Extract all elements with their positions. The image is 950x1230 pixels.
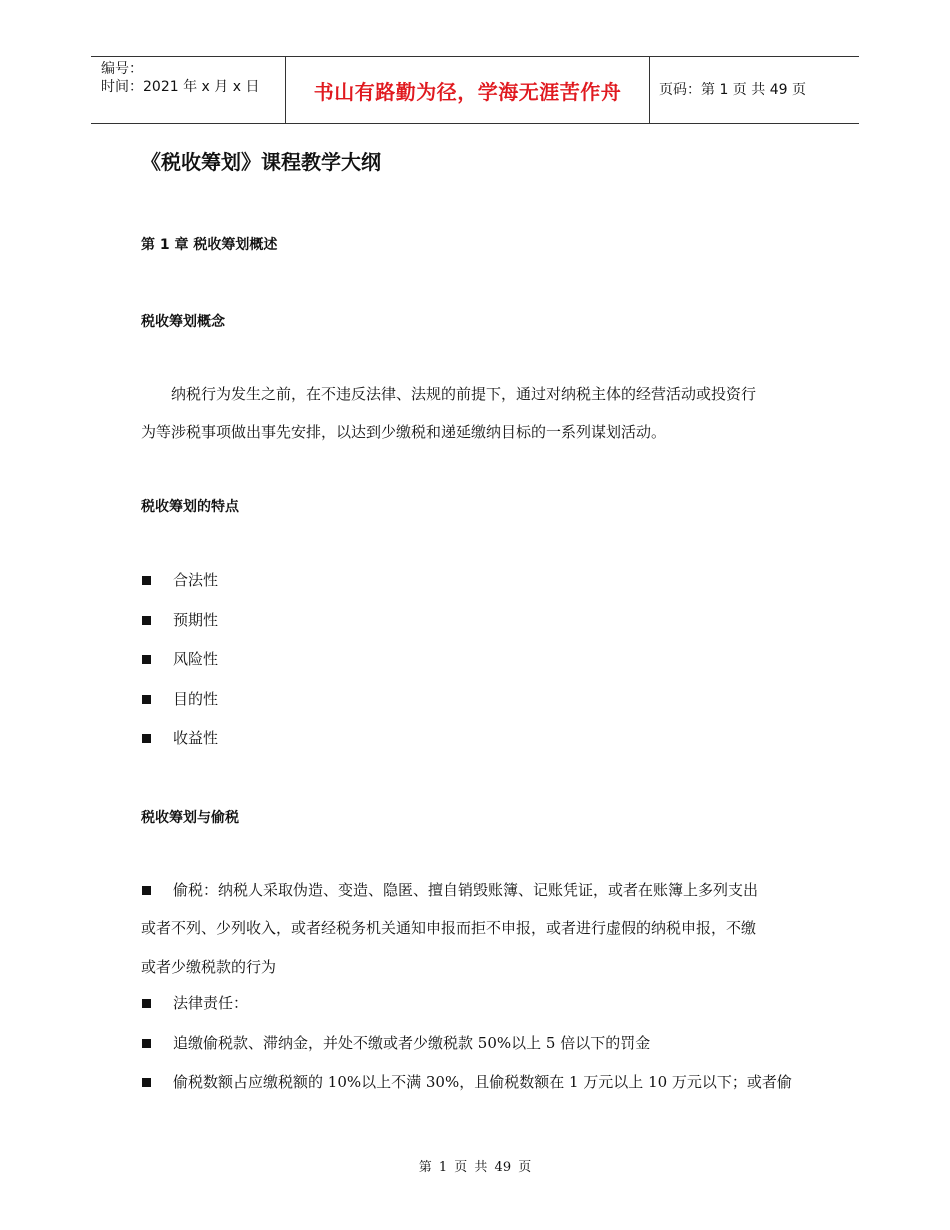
square-bullet-icon (142, 576, 151, 585)
square-bullet-icon (142, 999, 151, 1008)
page-footer: 第 1 页 共 49 页 (418, 1160, 532, 1175)
square-bullet-icon (142, 1078, 151, 1087)
motto-text: 书山有路勤为径，学海无涯苦作舟 (313, 79, 622, 104)
threshold-text: 偷税数额占应缴税额的 10%以上不满 30%，且偷税数额在 1 万元以上 10 万元以下；或者偷 (173, 1073, 792, 1091)
threshold-list-item (141, 1072, 792, 1092)
concept-line-2: 为等涉税事项做出事先安排，以达到少缴税和递延缴纳目标的一系列谋划活动。 (141, 423, 667, 441)
section-heading-features: 税收筹划的特点 (141, 499, 239, 515)
evasion-definition-line-1: 偷税：纳税人采取伪造、变造、隐匿、擅自销毁账簿、记账凭证，或者在账簿上多列支出 (173, 881, 759, 899)
square-bullet-icon (142, 886, 151, 895)
document-time-label: 时间：2021 年 x 月 x 日 (101, 79, 260, 95)
evasion-definition-line-3: 或者少缴税款的行为 (141, 958, 277, 976)
square-bullet-icon (142, 695, 151, 704)
feature-item-label: 合法性 (173, 571, 219, 589)
square-bullet-icon (142, 616, 151, 625)
section-heading-concept: 税收筹划概念 (141, 314, 225, 330)
evasion-definition-line-2: 或者不列、少列收入，或者经税务机关通知申报而拒不申报，或者进行虚假的纳税申报，不缴 (141, 919, 757, 937)
feature-list-item (141, 728, 218, 748)
document-number-label: 编号： (101, 61, 143, 77)
document-title: 《税收筹划》课程教学大纲 (141, 150, 381, 174)
section-heading-evasion: 税收筹划与偷税 (141, 810, 239, 826)
header-page-info: 页码：第 1 页 共 49 页 (659, 81, 806, 98)
square-bullet-icon (142, 655, 151, 664)
feature-item-label: 目的性 (173, 690, 219, 708)
feature-list-item (141, 649, 218, 669)
feature-list-item (141, 689, 218, 709)
header-page-cell (650, 57, 859, 123)
penalty-text: 追缴偷税款、滞纳金，并处不缴或者少缴税款 50%以上 5 倍以下的罚金 (173, 1034, 651, 1052)
feature-item-label: 收益性 (173, 729, 219, 747)
square-bullet-icon (142, 1039, 151, 1048)
feature-item-label: 预期性 (173, 611, 219, 629)
square-bullet-icon (142, 734, 151, 743)
feature-list-item (141, 610, 218, 630)
document-header (91, 56, 859, 124)
liability-label: 法律责任： (173, 994, 249, 1012)
chapter-heading: 第 1 章 税收筹划概述 (141, 237, 278, 253)
header-motto-cell (286, 57, 650, 123)
concept-line-1: 纳税行为发生之前，在不违反法律、法规的前提下，通过对纳税主体的经营活动或投资行 (171, 385, 757, 403)
feature-list-item (141, 570, 218, 590)
penalty-list-item (141, 1033, 650, 1053)
header-meta-cell (91, 57, 286, 123)
feature-item-label: 风险性 (173, 650, 219, 668)
liability-list-item (141, 993, 248, 1013)
evasion-definition-item (141, 880, 758, 900)
